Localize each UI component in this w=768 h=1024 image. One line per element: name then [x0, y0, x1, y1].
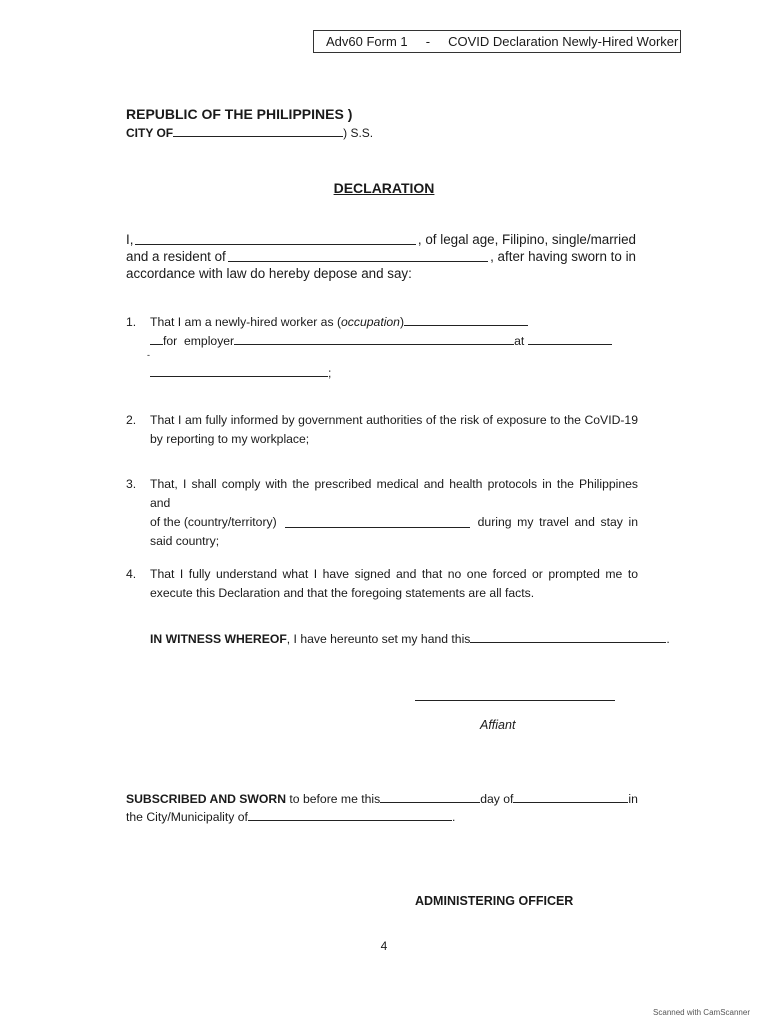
- date-blank[interactable]: [470, 630, 666, 643]
- intro-line-1: [126, 231, 636, 248]
- form-code: Adv60 Form 1: [326, 34, 408, 49]
- address-blank[interactable]: [150, 364, 328, 377]
- residence-blank[interactable]: [228, 260, 488, 262]
- item-1-line-4: [150, 364, 331, 380]
- city-municipality-blank[interactable]: [248, 808, 452, 821]
- form-dash: -: [425, 34, 431, 49]
- after-sworn-text: , after having sworn to in: [490, 249, 636, 264]
- witness-period: .: [666, 632, 670, 646]
- to-before-me: to before me this: [286, 792, 381, 806]
- item-number: 3.: [126, 477, 137, 491]
- location-blank[interactable]: [528, 333, 612, 345]
- witness-line: [150, 630, 670, 646]
- ss-label: ) S.S.: [343, 126, 374, 140]
- witness-whereof: WITNESS WHEREOF: [165, 632, 287, 646]
- republic-text: REPUBLIC OF THE PHILIPPINES: [126, 106, 344, 122]
- day-of: day of: [480, 792, 514, 806]
- travel-stay-text: during my travel and stay in: [477, 515, 638, 529]
- intro-line-3: [126, 265, 636, 282]
- at-label: at: [514, 334, 525, 348]
- employer-label: for employer: [163, 334, 235, 348]
- depose-text: accordance with law do hereby depose and say:: [126, 266, 412, 281]
- item-1-dash: -: [147, 350, 150, 360]
- item-3-line-2: [150, 513, 638, 532]
- city-line: [126, 124, 373, 140]
- country-blank[interactable]: [285, 527, 470, 528]
- declaration-title: DECLARATION: [333, 180, 435, 196]
- form-header-box: [313, 30, 681, 53]
- item-3-text: [150, 475, 638, 551]
- jurat-line-1: [126, 790, 638, 806]
- intro-line-2: [126, 248, 636, 265]
- republic-heading: [126, 106, 352, 122]
- item-4-text: That I fully understand what I have signed and that no one forced or prompted me to execute this Declaration and that the foregoing statements are all facts.: [150, 567, 638, 600]
- subscribed-sworn: SUBSCRIBED AND SWORN: [126, 792, 287, 806]
- city-municipality-label: the City/Municipality of: [126, 810, 248, 824]
- employer-blank[interactable]: [234, 333, 514, 345]
- page-number: 4: [380, 939, 388, 953]
- occupation-blank[interactable]: [404, 314, 528, 326]
- declaration-item-4: [126, 565, 638, 605]
- city-label: CITY OF: [126, 126, 174, 140]
- scanner-watermark: Scanned with CamScanner: [653, 1008, 750, 1017]
- country-label: of the (country/territory): [150, 515, 277, 529]
- affiant-signature-line[interactable]: [415, 700, 615, 701]
- city-blank[interactable]: [173, 124, 343, 137]
- jurat-day-blank[interactable]: [380, 790, 480, 803]
- item-3-line-1: That, I shall comply with the prescribed medical and health protocols in the Philippines and: [150, 477, 638, 510]
- item-1-line-1b: ): [399, 315, 405, 329]
- name-blank[interactable]: [135, 243, 415, 245]
- jurat-in: in: [628, 792, 638, 806]
- item-2-text: That I am fully informed by government authorities of the risk of exposure to the CoVID-19 by reporting to my workplace;: [150, 413, 638, 446]
- administering-officer: ADMINISTERING OFFICER: [415, 894, 574, 908]
- occupation-label: occupation: [341, 315, 400, 329]
- item-number: 2.: [126, 413, 137, 427]
- resident-of-text: and a resident of: [126, 249, 226, 264]
- affiant-label: Affiant: [480, 718, 516, 732]
- i-label: I,: [126, 232, 134, 247]
- jurat-line-2: [126, 808, 455, 824]
- semicolon: ;: [328, 366, 332, 380]
- item-number: 4.: [126, 567, 137, 581]
- legal-age-text: , of legal age, Filipino, single/married: [417, 232, 636, 247]
- witness-rest: , I have hereunto set my hand this: [286, 632, 471, 646]
- item-3-line-3: said country;: [150, 534, 220, 548]
- declaration-item-2: [126, 411, 638, 451]
- declaration-item-3: [126, 475, 638, 548]
- employer-pre-blank[interactable]: [150, 333, 163, 345]
- item-number: 1.: [126, 315, 137, 329]
- jurat-period: .: [451, 810, 456, 824]
- form-title: COVID Declaration Newly-Hired Worker: [448, 34, 679, 49]
- intro-paragraph: [126, 231, 636, 282]
- witness-in: IN: [150, 632, 166, 646]
- jurat-month-blank[interactable]: [513, 790, 628, 803]
- item-1-text: [150, 313, 638, 351]
- item-1-line-1a: That I am a newly-hired worker as (: [150, 315, 342, 329]
- venue-paren: ): [347, 106, 353, 122]
